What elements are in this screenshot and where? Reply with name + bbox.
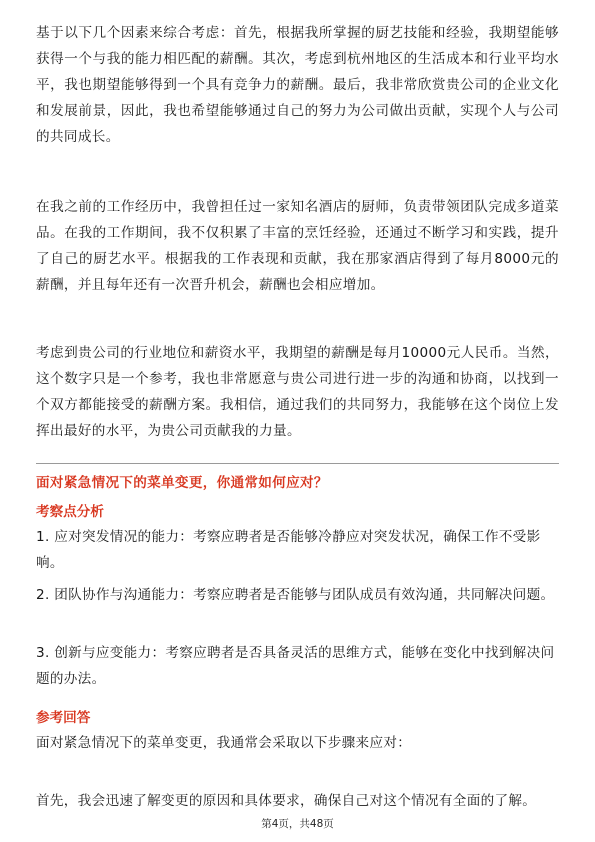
paragraph-work-experience: 在我之前的工作经历中，我曾担任过一家知名酒店的厨师，负责带领团队完成多道菜品。在我的工作期间，我不仅积累了丰富的烹饪经验，还通过不断学习和实践，提升了自己的厨艺水平。根据我的工作表现和贡献，我在那家酒店得到了每月8000元的薪酬，并且每年还有一次晋升机会，薪酬也会相应增加。 bbox=[36, 199, 559, 293]
answer-intro: 面对紧急情况下的菜单变更，我通常会采取以下步骤来应对： bbox=[36, 735, 412, 751]
analysis-heading: 考察点分析 bbox=[36, 504, 104, 520]
paragraph-salary-expectation: 考虑到贵公司的行业地位和薪资水平，我期望的薪酬是每月10000元人民币。当然，这个数字只是一个参考，我也非常愿意与贵公司进行进一步的沟通和协商，以找到一个双方都能接受的薪酬方案。我相信，通过我们的共同努力，我能够在这个岗位上发挥出最好的水平，为贵公司贡献我的力量。 bbox=[36, 345, 559, 439]
analysis-item: 1. 应对突发情况的能力：考察应聘者是否能够冷静应对突发状况，确保工作不受影响。 bbox=[36, 529, 541, 571]
interview-question: 面对紧急情况下的菜单变更，你通常如何应对？ bbox=[36, 475, 328, 491]
analysis-item: 2. 团队协作与沟通能力：考察应聘者是否能够与团队成员有效沟通，共同解决问题。 bbox=[36, 587, 555, 603]
answer-heading: 参考回答 bbox=[36, 710, 91, 726]
document-page bbox=[36, 0, 559, 842]
analysis-item: 3. 创新与应变能力：考察应聘者是否具备灵活的思维方式，能够在变化中找到解决问题的办法。 bbox=[36, 645, 555, 687]
paragraph-salary-factors: 基于以下几个因素来综合考虑：首先，根据我所掌握的厨艺技能和经验，我期望能够获得一个与我的能力相匹配的薪酬。其次，考虑到杭州地区的生活成本和行业平均水平，我也期望能够得到一个具有竞争力的薪酬。最后，我非常欣赏贵公司的企业文化和发展前景，因此，我也希望能够通过自己的努力为公司做出贡献，实现个人与公司的共同成长。 bbox=[36, 25, 559, 145]
section-divider bbox=[36, 463, 559, 464]
answer-step-first: 首先，我会迅速了解变更的原因和具体要求，确保自己对这个情况有全面的了解。 bbox=[36, 793, 537, 809]
page-number: 第4页，共48页 bbox=[261, 818, 334, 830]
